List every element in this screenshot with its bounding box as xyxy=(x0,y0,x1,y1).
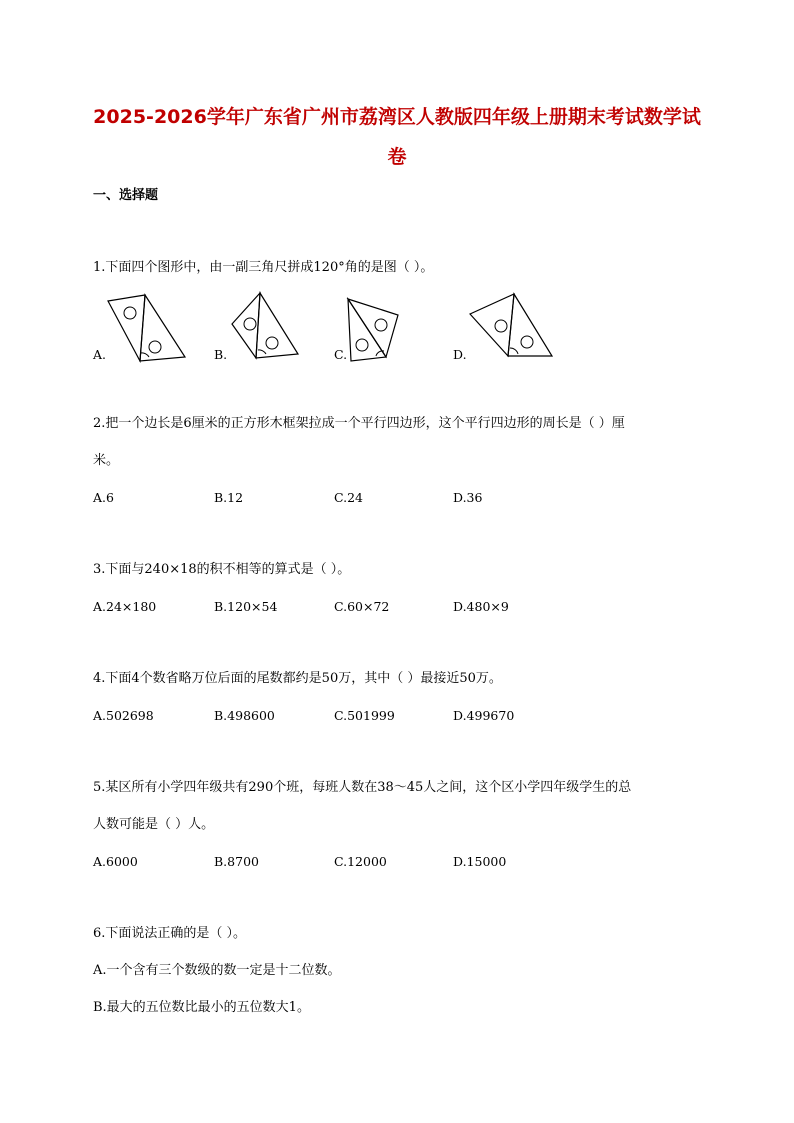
document-title-continued: 卷 xyxy=(387,146,407,168)
figure-b-angle-mark xyxy=(258,350,266,354)
figure-d-set-squares xyxy=(466,292,556,362)
figure-c-circle-1 xyxy=(356,339,368,351)
question-4-option-a[interactable]: A.502698 xyxy=(93,708,154,723)
question-4-option-d[interactable]: D.499670 xyxy=(453,708,515,723)
question-1-option-d[interactable]: D. xyxy=(453,347,467,362)
question-6-option-a[interactable]: A.一个含有三个数级的数一定是十二位数。 xyxy=(93,963,341,978)
figure-a-triangle-2 xyxy=(140,295,185,361)
document-title: 2025-2026学年广东省广州市荔湾区人教版四年级上册期末考试数学试 xyxy=(93,106,701,128)
question-5-option-d[interactable]: D.15000 xyxy=(453,854,507,869)
question-5-option-a[interactable]: A.6000 xyxy=(93,854,138,869)
question-2-option-b[interactable]: B.12 xyxy=(214,490,244,505)
figure-a-circle-1 xyxy=(124,307,136,319)
figure-c-circle-2 xyxy=(375,319,387,331)
figure-b-set-squares xyxy=(228,292,303,362)
question-3-text: 3.下面与240×18的积不相等的算式是（ ）。 xyxy=(93,562,351,577)
figure-a-circle-2 xyxy=(149,341,161,353)
question-1-text: 1.下面四个图形中，由一副三角尺拼成120°角的是图（ ）。 xyxy=(93,260,434,275)
figure-c-set-squares xyxy=(346,293,406,363)
question-4-option-c[interactable]: C.501999 xyxy=(334,708,395,723)
question-2-text-continued: 米。 xyxy=(93,453,120,468)
question-4-text: 4.下面4个数省略万位后面的尾数都约是50万，其中（ ）最接近50万。 xyxy=(93,671,502,686)
question-5-option-c[interactable]: C.12000 xyxy=(334,854,387,869)
figure-d-circle-2 xyxy=(521,336,533,348)
figure-a-triangle-1 xyxy=(108,295,145,361)
question-3-option-d[interactable]: D.480×9 xyxy=(453,599,509,614)
question-3-option-b[interactable]: B.120×54 xyxy=(214,599,278,614)
question-2-option-a[interactable]: A.6 xyxy=(93,490,114,505)
question-2-option-c[interactable]: C.24 xyxy=(334,490,363,505)
question-1-option-b[interactable]: B. xyxy=(214,347,228,362)
question-6-text: 6.下面说法正确的是（ ）。 xyxy=(93,926,247,941)
section-heading: 一、选择题 xyxy=(93,188,159,203)
question-6-option-b[interactable]: B.最大的五位数比最小的五位数大1。 xyxy=(93,1000,310,1015)
figure-d-angle-mark xyxy=(510,348,518,354)
question-5-text-continued: 人数可能是（ ）人。 xyxy=(93,817,215,832)
question-1-option-a[interactable]: A. xyxy=(93,347,107,362)
figure-a-angle-mark xyxy=(141,353,149,357)
figure-b-triangle-2 xyxy=(256,293,298,358)
question-3-option-c[interactable]: C.60×72 xyxy=(334,599,390,614)
question-4-option-b[interactable]: B.498600 xyxy=(214,708,275,723)
question-3-option-a[interactable]: A.24×180 xyxy=(93,599,157,614)
question-2-option-d[interactable]: D.36 xyxy=(453,490,483,505)
figure-c-triangle-2 xyxy=(348,299,398,357)
question-5-text: 5.某区所有小学四年级共有290个班，每班人数在38～45人之间，这个区小学四年级学生的总 xyxy=(93,780,632,795)
figure-d-circle-1 xyxy=(495,320,507,332)
figure-b-circle-2 xyxy=(266,337,278,349)
figure-b-circle-1 xyxy=(244,318,256,330)
question-1-option-c[interactable]: C. xyxy=(334,347,348,362)
figure-a-set-squares xyxy=(105,293,190,363)
question-2-text: 2.把一个边长是6厘米的正方形木框架拉成一个平行四边形，这个平行四边形的周长是（ ）厘 xyxy=(93,416,625,431)
question-5-option-b[interactable]: B.8700 xyxy=(214,854,259,869)
